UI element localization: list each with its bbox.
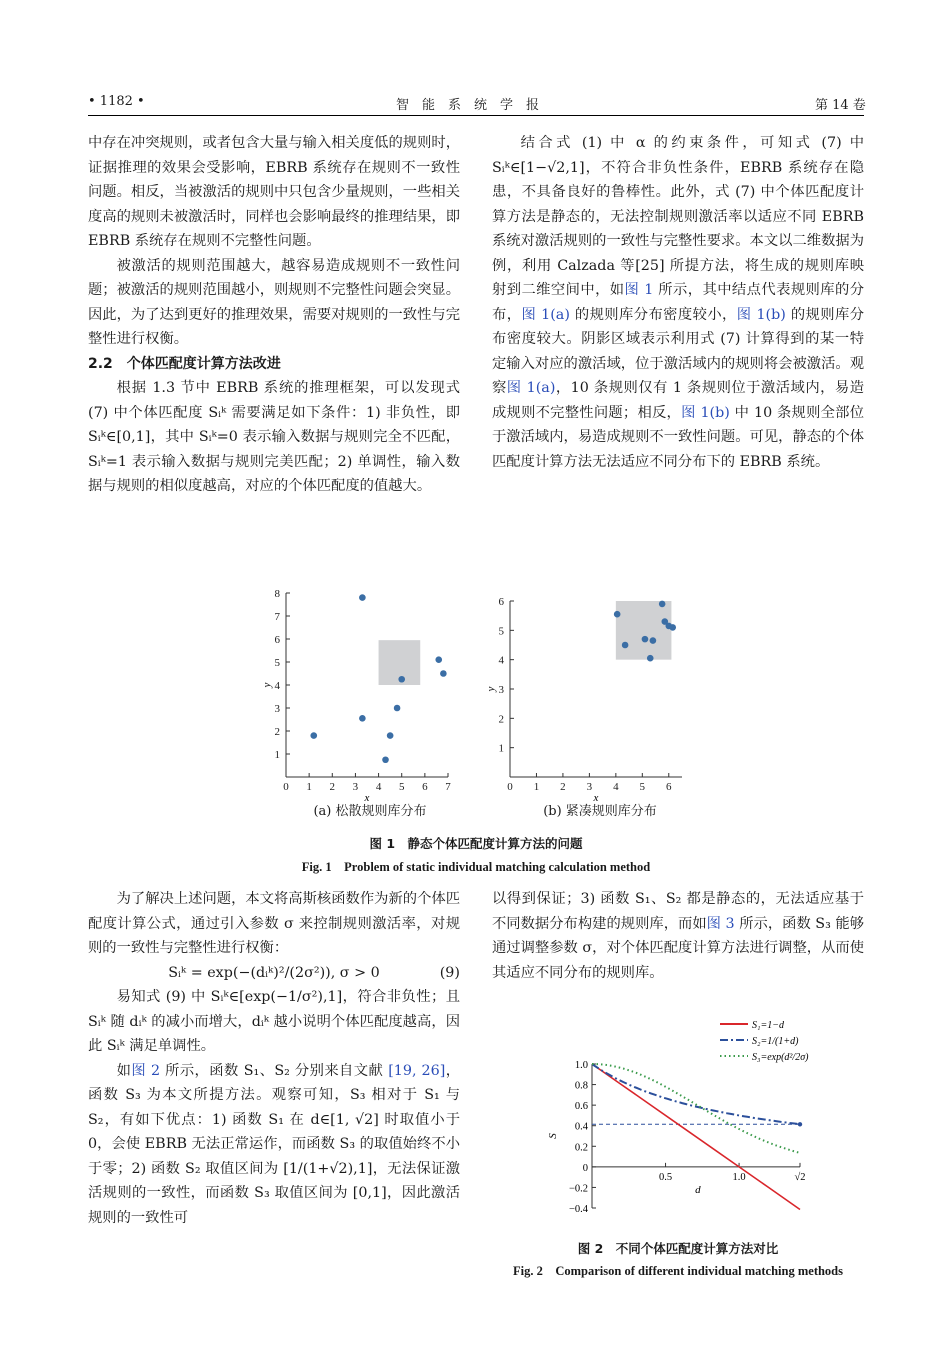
data-point [359,594,366,601]
figure-2 [530,1010,860,1230]
y-tick-label: 1.0 [574,1060,588,1071]
data-point [440,670,447,677]
section-heading: 2.2 个体匹配度计算方法改进 [88,355,281,372]
x-axis-label: x [364,792,370,804]
y-tick-label: 8 [274,588,280,600]
y-tick-label: 5 [274,657,280,669]
y-tick-label: 0 [582,1162,588,1174]
y-tick-label: 0.4 [574,1121,588,1133]
y-axis-label: y [485,686,497,692]
figure-2-title-zh: 图 2 不同个体匹配度计算方法对比 [577,1241,779,1256]
data-point [659,601,666,608]
data-point [614,611,621,618]
paragraph: 中存在冲突规则，或者包含大量与输入相关度低的规则时，证据推理的效果会受影响，EBRB 系统存在规则不一致性问题。相反，当被激活的规则中只包含少量规则，一些相关度高的规则未被激活时，同样也会影响最终的推理结果，即 EBRB 系统存在规则不完整性问题。 [88,135,460,249]
left-column-bottom [88,887,460,1230]
y-tick-label: 7 [274,611,280,623]
paragraph: 被激活的规则范围越大，越容易造成规则不一致性问题；被激活的规则范围越小，则规则不完整性问题会突显。因此，为了达到更好的推理效果，需要对规则的一致性与完整性进行权衡。 [88,257,460,347]
y-tick-label: 3 [498,684,504,696]
y-tick-label: 0.2 [574,1142,588,1154]
x-tick-label: 6 [666,781,672,793]
figure-1b-caption: (b) 紧凑规则库分布 [543,804,657,819]
x-tick-label: 1.0 [732,1171,746,1183]
x-axis-label: x [593,792,599,804]
data-point [435,656,442,663]
y-tick-label: 0.8 [574,1080,588,1092]
figure-2-title-en: Fig. 2 Comparison of different individual matching methods [513,1264,843,1278]
x-tick-label: 2 [329,781,336,793]
y-tick-label: 1 [498,742,504,755]
figure-link[interactable]: 图 1(a) [506,380,556,396]
paragraph: 为了解决上述问题，本文将高斯核函数作为新的个体匹配度计算公式，通过引入参数 σ 来控制规则激活率，对规则的一致性与完整性进行权衡： [88,891,460,956]
paragraph: 易知式 (9) 中 Sᵢᵏ∈[exp(−1/σ²),1]，符合非负性；且 Sᵢᵏ 随 dᵢᵏ 的减小而增大，dᵢᵏ 越小说明个体匹配度越高，因此 Sᵢᵏ 满足单调性。 [88,989,460,1054]
y-tick-label: 6 [498,596,504,608]
x-tick-label: 4 [613,781,619,793]
figure-1-title-en: Fig. 1 Problem of static individual matching calculation method [301,860,651,874]
x-tick-label: 2 [560,781,566,793]
y-tick-label: −0.2 [568,1183,588,1195]
figure-link[interactable]: 图 3 [706,915,735,932]
volume-label: 第 14 卷 [815,98,866,113]
left-column-top [88,131,460,499]
figure-1-title-zh: 图 1 静态个体匹配度计算方法的问题 [369,836,583,851]
figure-link[interactable]: 图 1 [624,282,654,298]
series-line-s2 [592,1064,800,1124]
data-point [382,756,389,763]
series-line-s3 [592,1064,800,1153]
journal-title: 智 能 系 统 学 报 [396,98,540,113]
figure-link[interactable]: 图 2 [131,1062,161,1079]
x-tick-label: 4 [375,781,382,793]
y-tick-label: 0.6 [574,1101,588,1113]
data-point [394,705,401,712]
y-tick-label: 6 [274,634,280,646]
right-column-bottom [492,887,864,985]
y-tick-label: 3 [274,703,280,715]
data-point [310,732,317,739]
data-point [398,676,405,683]
equation-body: Sᵢᵏ = exp(−(dᵢᵏ)²/(2σ²)), σ > 0 [168,964,380,981]
y-tick-label: 4 [498,654,504,667]
x-tick-label: √2 [794,1171,806,1183]
x-tick-label: 0 [507,781,513,793]
page-number: • 1182 • [88,94,145,109]
legend-label: S₁=1−d [752,1020,784,1031]
y-axis-label: y [261,682,273,688]
data-point [642,636,649,643]
y-tick-label: 1 [274,749,280,761]
figure-link[interactable]: 图 1(a) [521,306,570,323]
x-tick-label: 5 [398,781,405,793]
x-tick-label: 1 [306,781,312,793]
figure-link[interactable]: 图 1(b) [736,306,786,323]
data-point [647,655,654,662]
x-tick-label: 6 [422,781,428,793]
data-point [359,715,366,722]
equation-9 [88,961,460,986]
y-tick-label: 5 [498,625,504,638]
citation-link[interactable]: [19, 26] [388,1062,446,1079]
x-axis-label: d [695,1183,701,1196]
equation-number: (9) [439,964,460,981]
x-tick-label: 3 [352,781,359,793]
y-axis-label: S [547,1133,559,1139]
paragraph: 结合式 (1) 中 α 的约束条件，可知式 (7) 中 Sᵢᵏ∈[1−√2,1]，不符合非负性条件，EBRB 系统存在隐患，不具备良好的鲁棒性。此外，式 (7) 中个体匹配度计算方法是静态的，无法控制规则激活率以适应不同 EBRB 系统对激活规则的一致性与完整性要求。本文以二维数据为例，利用 Calzada 等[25] 所提方法，将生成的规则库映射到二维空间中，如图 1 所示，其中结点代表规则库的分布，图 1(a) 的规则库分布密度较小，图 1(b) 的规则库分布密度较大。阴影区域表示利用式 (7) 计算得到的某一特定输入对应的激活域，位于激活域内的规则将会被激活。观察图 1(a)，10 条规则仅有 1 条规则位于激活域内，易造成规则不完整性问题；相反，图 1(b) 中 10 条规则全部位于激活域内，易造成规则不一致性问题。可见，静态的个体匹配度计算方法无法适应不同分布下的 EBRB 系统。 [492,135,865,470]
x-tick-label: 7 [445,781,451,793]
y-tick-label: 2 [274,726,280,738]
legend-label: S₂=1/(1+d) [752,1036,799,1047]
x-tick-label: 0 [283,781,289,793]
activation-region-b [616,601,672,660]
figure-link[interactable]: 图 1(b) [681,404,730,421]
figure-1 [240,588,720,818]
y-tick-label: 4 [274,680,280,692]
paragraph: 以得到保证；3) 函数 S₁、S₂ 都是静态的，无法适应基于不同数据分布构建的规则库，而如图 3 所示，函数 S₃ 能够通过调整参数 σ，对个体匹配度计算方法进行调整，从而使其适应不同分布的规则库。 [492,891,865,981]
data-point [669,624,676,631]
data-point [387,732,394,739]
x-tick-label: 3 [586,781,593,793]
figure-1a-caption: (a) 松散规则库分布 [313,804,427,819]
x-tick-label: 0.5 [658,1171,673,1183]
legend-label: S₃=exp(d²/2σ) [752,1052,809,1063]
right-column-top [492,131,864,474]
header-rule [88,115,864,116]
paragraph: 如图 2 所示，函数 S₁、S₂ 分别来自文献 [19, 26]，函数 S₃ 为本文所提方法。观察可知，S₃ 相对于 S₁ 与 S₂，有如下优点：1) 函数 S₁ 在 d∈[1, √2] 时取值小于 0，会使 EBRB 无法正常运作，而函数 S₃ 的取值始终不小于零；2) 函数 S₂ 取值区间为 [1/(1+√2),1]，无法保证激活规则的一致性，而函数 S₃ 取值区间为 [0,1]，因此激活规则的一致性可 [88,1062,461,1226]
data-point [622,642,629,649]
paragraph: 根据 1.3 节中 EBRB 系统的推理框架，可以发现式 (7) 中个体匹配度 Sᵢᵏ 需要满足如下条件：1) 非负性，即 Sᵢᵏ∈[0,1]，其中 Sᵢᵏ=0 表示输入数据与规则完全不匹配，Sᵢᵏ=1 表示输入数据与规则完美匹配；2) 单调性，输入数据与规则的相似度越高，对应的个体匹配度的值越大。 [88,380,460,494]
y-tick-label: −0.4 [568,1204,588,1215]
data-point [650,637,657,644]
x-tick-label: 1 [533,781,540,793]
x-tick-label: 5 [639,781,646,793]
series-endpoint [798,1122,802,1126]
y-tick-label: 2 [498,713,504,726]
